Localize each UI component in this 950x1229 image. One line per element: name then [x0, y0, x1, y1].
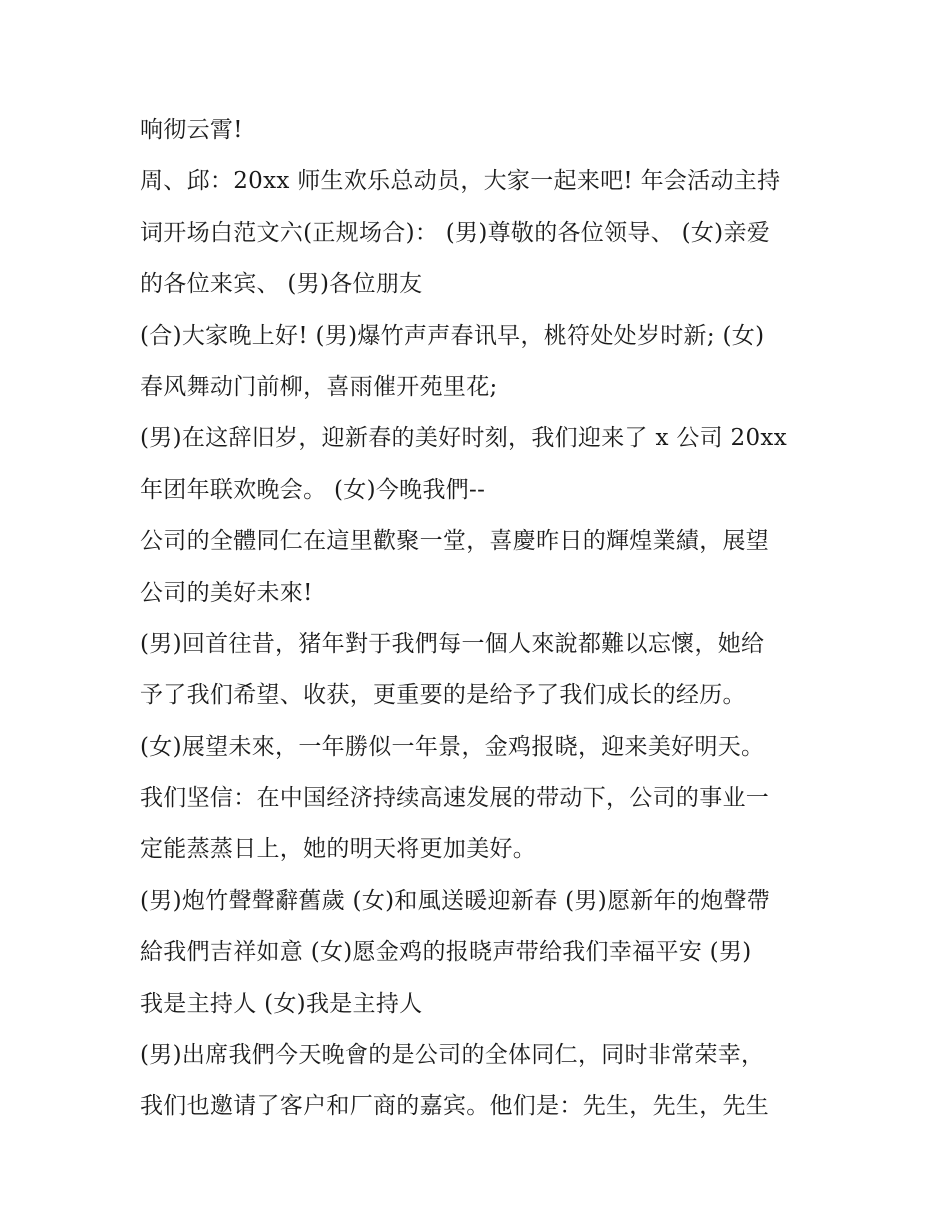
text-line-20: 我们也邀请了客户和厂商的嘉宾。他们是：先生，先生，先生	[140, 1093, 770, 1120]
text-line-18: 我是主持人 (女)我是主持人	[140, 990, 423, 1017]
text-line-8: 年团年联欢晚会。 (女)今晚我們--	[140, 476, 486, 503]
text-line-9: 公司的全體同仁在這里歡聚一堂，喜慶昨日的輝煌業績，展望	[140, 528, 770, 555]
text-line-1: 响彻云霄!	[140, 117, 243, 143]
text-line-11: (男)回首往昔，猪年對于我們每一個人來說都難以忘懷，她给	[140, 630, 765, 657]
text-line-13: (女)展望未來，一年勝似一年景，金鸡报晓，迎来美好明天。	[140, 733, 765, 760]
text-line-12: 予了我们希望、收获，更重要的是给予了我们成长的经历。	[140, 682, 746, 709]
text-line-5: (合)大家晚上好! (男)爆竹声声春讯早，桃符处处岁时新; (女)	[140, 322, 765, 349]
text-line-2: 周、邱：20xx 师生欢乐总动员，大家一起来吧! 年会活动主持	[140, 168, 781, 195]
text-line-14: 我们坚信：在中国经济持续高速发展的带动下，公司的事业一	[140, 785, 770, 812]
text-line-4: 的各位来宾、 (男)各位朋友	[140, 271, 423, 298]
text-line-3: 词开场白范文六(正规场合)： (男)尊敬的各位领导、 (女)亲爱	[140, 219, 771, 246]
text-line-15: 定能蒸蒸日上，她的明天将更加美好。	[140, 836, 537, 863]
body-text	[140, 105, 820, 1133]
text-line-10: 公司的美好未來!	[140, 579, 313, 606]
text-line-19: (男)出席我們今天晚會的是公司的全体同仁，同时非常荣幸，	[140, 1042, 765, 1069]
text-line-17: 給我們吉祥如意 (女)愿金鸡的报晓声带给我们幸福平安 (男)	[140, 939, 752, 966]
text-line-7: (男)在这辞旧岁，迎新春的美好时刻，我们迎来了 x 公司 20xx	[140, 425, 787, 452]
text-line-6: 春风舞动门前柳，喜雨催开苑里花;	[140, 373, 498, 400]
text-line-16: (男)炮竹聲聲辭舊歲 (女)和風送暖迎新春 (男)愿新年的炮聲帶	[140, 887, 771, 914]
